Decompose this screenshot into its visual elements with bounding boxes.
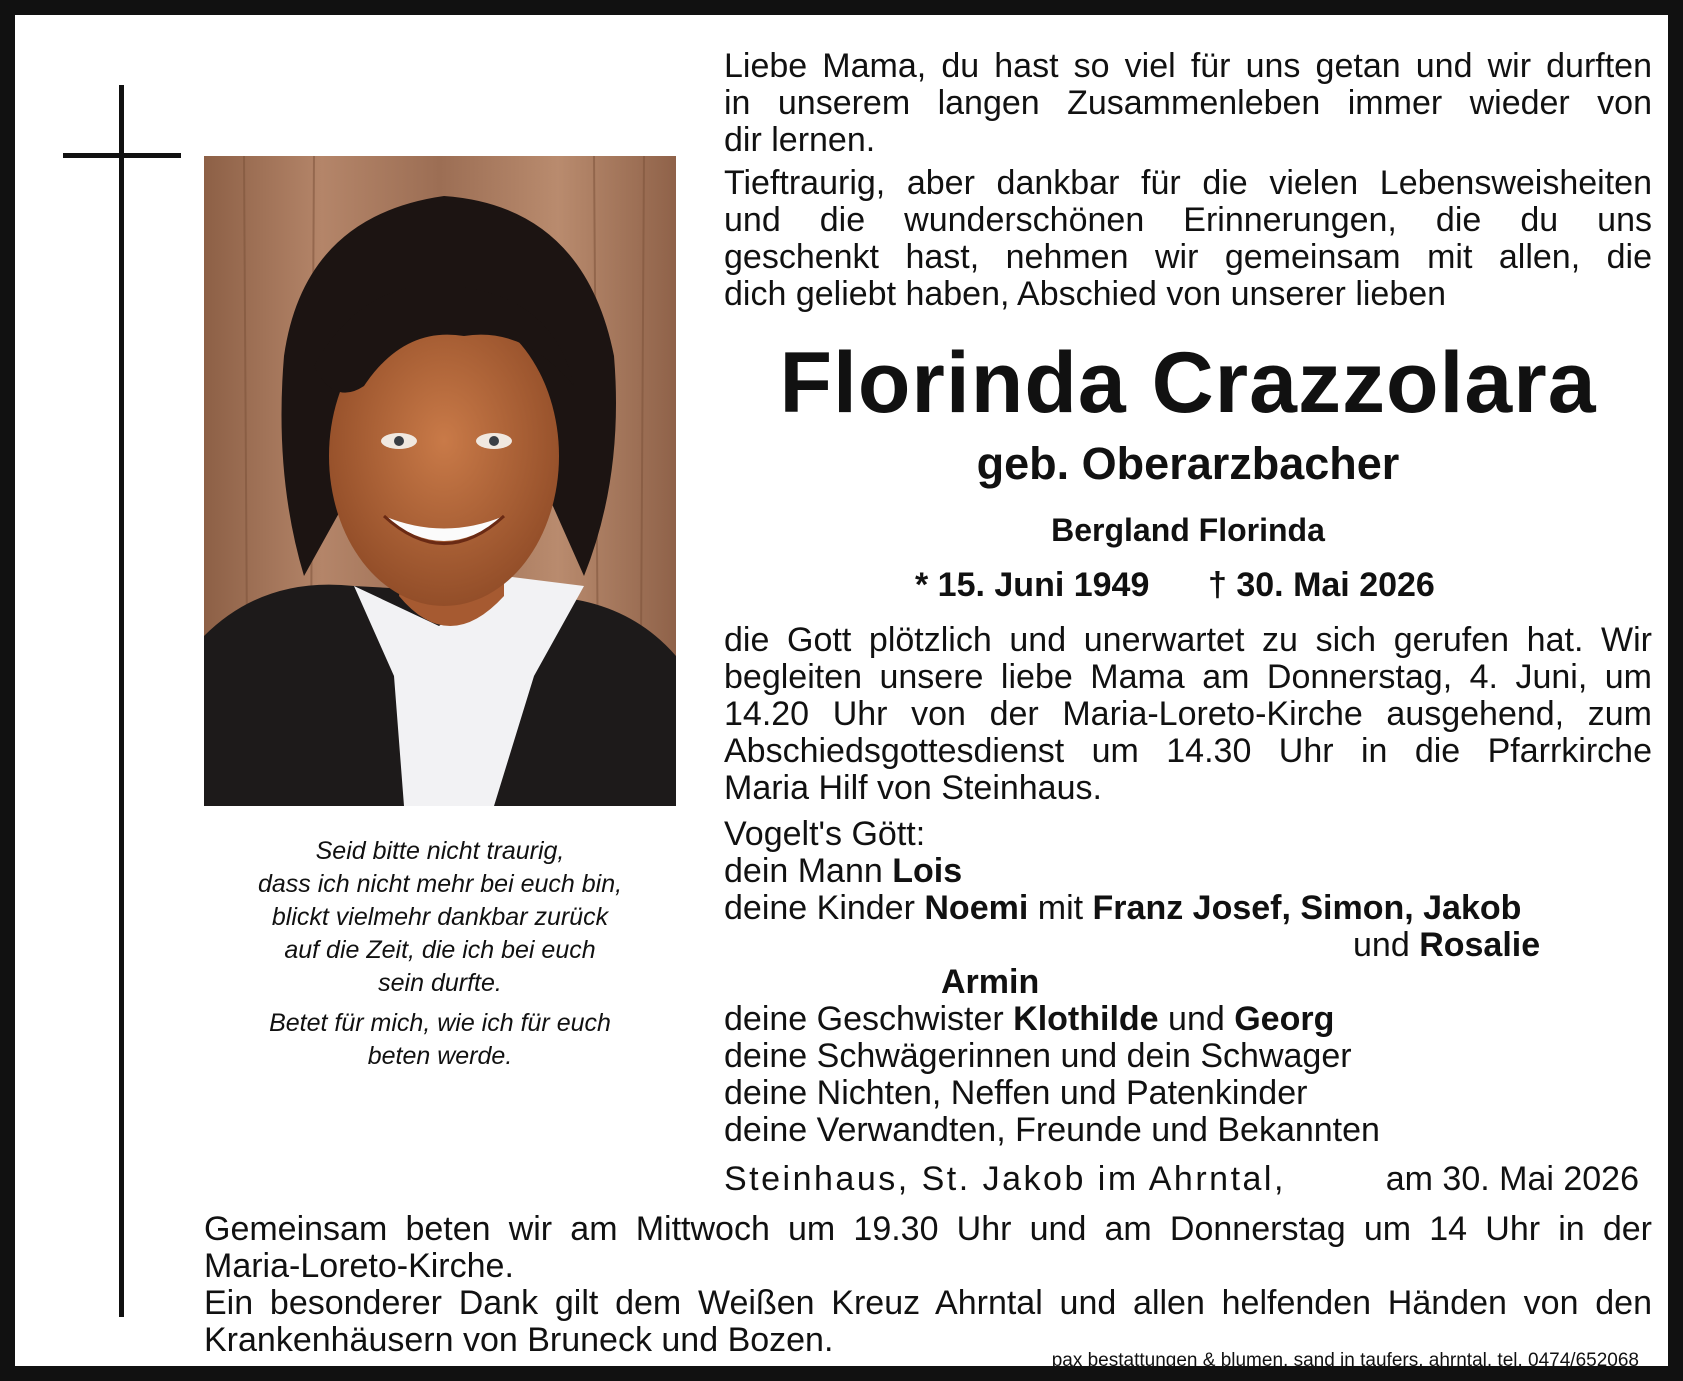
mourner-name: Klothilde (1013, 1000, 1159, 1038)
footer-line: Ein besonderer Dank gilt dem Weißen Kreuz Ahrntal und allen helfenden Händen von den (204, 1284, 1652, 1322)
mourner-label: deine Geschwister (724, 1000, 1004, 1038)
intro-line: Liebe Mama, du hast so viel für uns getan und wir durften (724, 47, 1652, 85)
mourner-label: dein Mann (724, 852, 883, 890)
intro-line: Tieftraurig, aber dankbar für die vielen Lebensweisheiten (724, 164, 1652, 202)
funeral-line: 14.20 Uhr von der Maria-Loreto-Kirche ausgehend, zum (724, 695, 1652, 733)
mourner-label: deine Kinder (724, 889, 915, 927)
funeral-home-credit: pax bestattungen & blumen, sand in taufers, ahrntal, tel. 0474/652068 (1051, 1350, 1639, 1371)
funeral-line: Maria Hilf von Steinhaus. (724, 769, 1102, 807)
portrait-photo (204, 156, 676, 806)
cross-icon-bar (63, 153, 181, 158)
footer-line: Gemeinsam beten wir am Mittwoch um 19.30 Uhr und am Donnerstag um 14 Uhr in der (204, 1210, 1652, 1248)
cross-icon (119, 85, 124, 1317)
mourners-heading: Vogelt's Gött: (724, 815, 926, 853)
intro-line: geschenkt hast, nehmen wir gemeinsam mit allen, die (724, 238, 1652, 276)
mourner-name: Lois (892, 852, 963, 890)
place: Steinhaus, St. Jakob im Ahrntal, (724, 1160, 1286, 1198)
mourner-name: Georg (1234, 1000, 1335, 1038)
mourner-name: Rosalie (1419, 926, 1541, 964)
verse-line: Betet für mich, wie ich für euch (269, 1009, 611, 1037)
verse-line: Seid bitte nicht traurig, (315, 837, 565, 865)
mourner-relatives: deine Verwandten, Freunde und Bekannten (724, 1111, 1380, 1149)
mourner-label: mit (1037, 889, 1084, 927)
mourner-siblings (724, 1001, 1334, 1038)
verse-line: beten werde. (367, 1042, 513, 1070)
death-date: † 30. Mai 2026 (1208, 566, 1435, 604)
mourner-label: und (1168, 1000, 1225, 1038)
mourner-name: Franz Josef, Simon, Jakob (1092, 889, 1522, 927)
mourner-label: und (1353, 926, 1410, 964)
deceased-name: Florinda Crazzolara (779, 335, 1597, 431)
funeral-line: begleiten unsere liebe Mama am Donnerstag, 4. Juni, um (724, 658, 1652, 696)
funeral-line: Abschiedsgottesdienst um 14.30 Uhr in die Pfarrkirche (724, 732, 1652, 770)
intro-line: und die wunderschönen Erinnerungen, die du uns (724, 201, 1652, 239)
mourner-child2: Armin (941, 963, 1040, 1001)
nickname: Bergland Florinda (1051, 512, 1325, 548)
verse (204, 835, 676, 1073)
verse-line: auf die Zeit, die ich bei euch (284, 936, 596, 964)
intro-line: in unserem langen Zusammenleben immer wieder von (724, 84, 1652, 122)
intro-line: dir lernen. (724, 121, 876, 159)
verse-line: dass ich nicht mehr bei euch bin, (257, 870, 623, 898)
funeral-line: die Gott plötzlich und unerwartet zu sich gerufen hat. Wir (724, 621, 1652, 659)
mourner-children (724, 890, 1521, 927)
verse-line: sein durfte. (378, 969, 502, 997)
footer-line: Maria-Loreto-Kirche. (204, 1247, 514, 1285)
mourner-grandchild (1353, 927, 1540, 964)
verse-line: blickt vielmehr dankbar zurück (271, 903, 609, 931)
intro-line: dich geliebt haben, Abschied von unserer lieben (724, 275, 1447, 313)
notice-date: am 30. Mai 2026 (1385, 1160, 1639, 1198)
mourner-husband (724, 853, 962, 890)
mourner-name: Noemi (924, 889, 1029, 927)
mourner-nieces: deine Nichten, Neffen und Patenkinder (724, 1074, 1308, 1112)
birth-date: * 15. Juni 1949 (915, 566, 1150, 604)
mourner-in-laws: deine Schwägerinnen und dein Schwager (724, 1037, 1352, 1075)
birth-name: geb. Oberarzbacher (976, 438, 1400, 489)
footer-line: Krankenhäusern von Bruneck und Bozen. (204, 1321, 834, 1359)
